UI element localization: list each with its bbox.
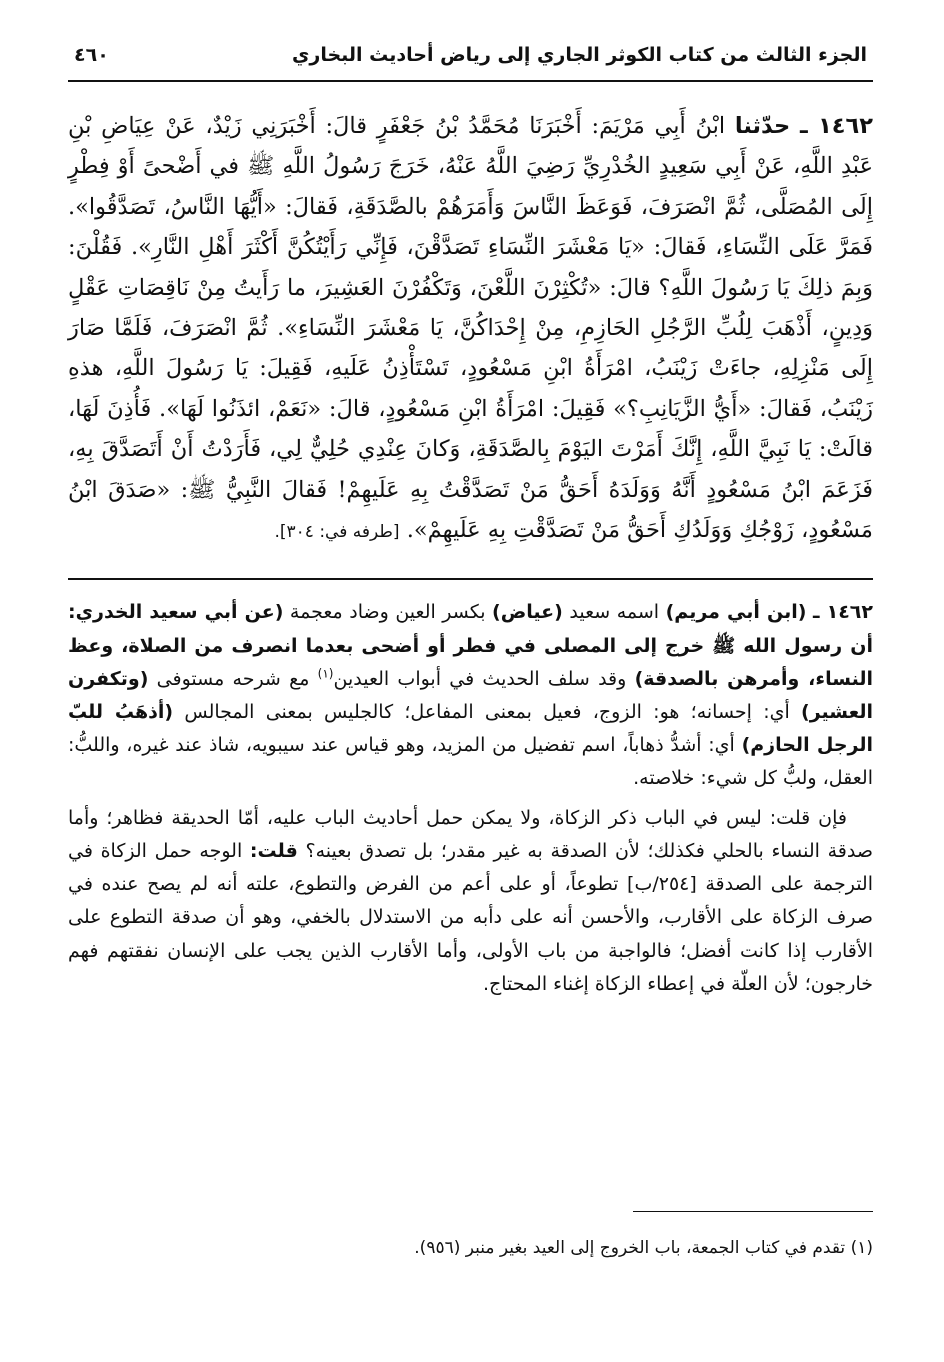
commentary bbox=[68, 596, 873, 1000]
book-page bbox=[68, 44, 873, 1001]
running-header bbox=[68, 44, 873, 82]
footnote-marker[interactable]: (١) bbox=[317, 666, 334, 681]
commentary-number: ١٤٦٢ ـ bbox=[813, 601, 873, 624]
commentary-paragraph-2 bbox=[68, 802, 873, 1001]
commentary-text: أي: أشدُّ ذهاباً، اسم تفضيل من المزيد، وهو قياس عند سيبويه، شاذ عند غيره، واللبُّ: العقل، ولبُّ كل شيء: خلاصته. bbox=[68, 734, 873, 790]
commentary-quote: (ابن أبي مريم) bbox=[665, 601, 807, 624]
hadith-number: ١٤٦٢ ـ bbox=[799, 113, 873, 139]
footnote-text: تقدم في كتاب الجمعة، باب الخروج إلى العيد بغير منبر (٩٥٦). bbox=[414, 1238, 846, 1258]
section-divider bbox=[68, 578, 873, 580]
commentary-text: الوجه حمل الزكاة في الترجمة على الصدقة [٢٥٤/ب] تطوعاً، أو على أعم من الفرض والتطوع، علته أنه لم يصح عنده في صرف الزكاة على الأقارب، والأحسن أنه على دأبه من الاستدلال بالخفي، وهو أن صدقة التطوع على الأقارب إذا كانت أفضل؛ فالواجبة من باب الأولى، وأما الأقارب الذين يجب على الإنسان نفقتهم فهم خارجون؛ لأن العلّة في إعطاء الزكاة إغناء المحتاج. bbox=[68, 839, 873, 995]
commentary-text: اسمه سعيد bbox=[562, 601, 666, 624]
hadith-text bbox=[68, 106, 873, 552]
footnote bbox=[68, 1236, 873, 1260]
commentary-text: بكسر العين وضاد معجمة bbox=[283, 601, 493, 624]
hadith-opening: حدّثنا bbox=[734, 113, 791, 139]
commentary-text: مع شرحه مستوفى bbox=[148, 667, 318, 690]
book-title: الجزء الثالث من كتاب الكوثر الجاري إلى رياض أحاديث البخاري bbox=[291, 44, 867, 66]
hadith-body: ابْنُ أَبِي مَرْيَمَ: أَخْبَرَنَا مُحَمَّدُ بْنُ جَعْفَرٍ قالَ: أَخْبَرَنِي زَيْدٌ، عَنْ عِيَاضِ بْنِ عَبْدِ اللَّهِ، عَنْ أَبِي سَعِيدٍ الخُدْرِيِّ رَضِيَ اللَّهُ عَنْهُ، خَرَجَ رَسُولُ اللَّهِ ﷺ في أَضْحىً أَوْ فِطْرٍ إِلَى المُصَلَّى، ثُمَّ انْصَرَفَ، فَوَعَظَ النَّاسَ وَأَمَرَهُمْ بالصَّدَقَةِ، فَقالَ: «أَيُّهَا النَّاسُ، تَصَدَّقُوا». فَمَرَّ عَلَى النِّسَاءِ، فَقالَ: «يَا مَعْشَرَ النِّسَاءِ تَصَدَّقْنَ، فَإِنِّي رَأَيْتُكُنَّ أَكْثَرَ أَهْلِ النَّارِ». فَقُلْنَ: وَبِمَ ذلِكَ يَا رَسُولَ اللَّهِ؟ قالَ: «تُكْثِرْنَ اللَّعْنَ، وَتَكْفُرْنَ العَشِيرَ، ما رَأَيتُ مِنْ نَاقِصَاتِ عَقْلٍ وَدِينٍ، أَذْهَبَ لِلُبِّ الرَّجُلِ الحَازِمِ، مِنْ إِحْدَاكُنَّ، يَا مَعْشَرَ النِّسَاءِ». ثُمَّ انْصَرَفَ، فَلَمَّا صَارَ إِلَى مَنْزِلِهِ، جاءَتْ زَيْنَبُ، امْرَأَةُ ابْنِ مَسْعُودٍ، تَسْتَأْذِنُ عَلَيهِ، فَقِيلَ: يَا رَسُولَ اللَّهِ، هذهِ زَيْنَبُ، فَقالَ: «أَيُّ الزَّيَانِبِ؟» فَقِيلَ: امْرَأَةُ ابْنِ مَسْعُودٍ، قالَ: «نَعَمْ، ائذَنُوا لَهَا». فَأُذِنَ لَهَا، قالَتْ: يَا نَبِيَّ اللَّهِ، إِنَّكَ أَمَرْتَ اليَوْمَ بِالصَّدَقَةِ، وَكانَ عِنْدِي حُلِيٌّ لِي، فَأَرَدْتُ أَنْ أَتَصَدَّقَ بِهِ، فَزَعَمَ ابْنُ مَسْعُودٍ أَنَّهُ وَوَلَدَهُ أَحَقُّ مَنْ تَصَدَّقْتُ بِهِ عَلَيهِمْ! فَقالَ النَّبِيُّ ﷺ: «صَدَقَ ابْنُ مَسْعُودٍ، زَوْجُكِ وَوَلَدُكِ أَحَقُّ مَنْ تَصَدَّقْتِ بِهِ عَلَيهِمْ». bbox=[68, 113, 873, 544]
commentary-quote: (عن أبي سعيد الخدري: أن رسول الله ﷺ خرج إلى المصلى في فطر أو أضحى بعدما انصرف من الصلاة، وعظ النساء، وأمرهن بالصدقة) bbox=[68, 601, 873, 690]
commentary-text: فإن قلت: ليس في الباب ذكر الزكاة، ولا يمكن حمل أحاديث الباب عليه، أمّا الحديقة فظاهر؛ وأما صدقة النساء بالحلي فكذلك؛ لأن الصدقة به غير مقدر؛ بل تصدق بعينه؟ bbox=[68, 806, 873, 862]
footnote-rule bbox=[633, 1211, 873, 1212]
commentary-quote: (وتكفرن العشير) bbox=[68, 667, 873, 724]
page-number: ٤٦٠ bbox=[74, 44, 109, 66]
footnote-mark: (١) bbox=[850, 1238, 873, 1258]
commentary-text: وقد سلف الحديث في أبواب العيدين bbox=[333, 667, 635, 690]
commentary-text: أي: إحسانه؛ هو: الزوج، فعيل بمعنى المفاعل؛ كالجليس بمعنى المجالس bbox=[173, 701, 802, 724]
commentary-quote: (أذهَبُ للبّ الرجل الحازم) bbox=[68, 701, 873, 757]
commentary-paragraph-1 bbox=[68, 596, 873, 795]
commentary-quote: قلت: bbox=[249, 839, 298, 862]
hadith-reference: [طرفه في: ٣٠٤]. bbox=[274, 522, 400, 543]
commentary-quote: (عياض) bbox=[492, 601, 563, 624]
